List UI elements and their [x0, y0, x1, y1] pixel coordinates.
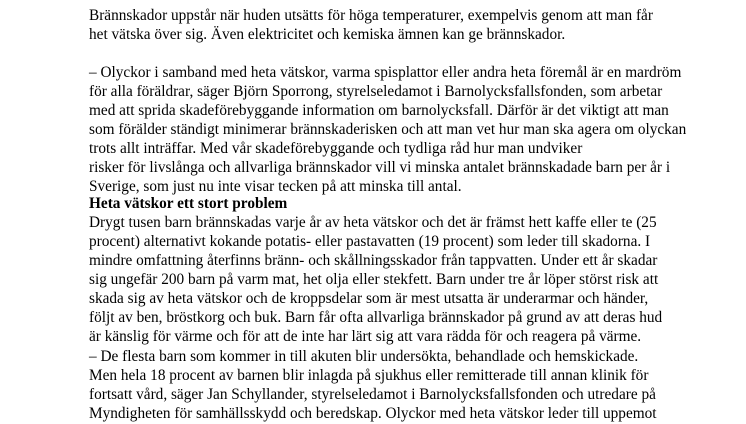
text-line: Brännskador uppstår när huden utsätts för höga temperaturer, exempelvis genom att man får [89, 7, 653, 24]
text-line: – De flesta barn som kommer in till akuten blir undersökta, behandlade och hemskickade. [89, 348, 639, 365]
text-line: procent) alternativt kokande potatis- eller pastavatten (19 procent) som leder till skadorna. I [89, 233, 651, 250]
text-line: är känslig för värme och för att de inte har lärt sig att vara rädda för och reagera på värme. [89, 328, 642, 345]
text-line: mindre omfattning återfinns bränn- och skållningsskador från tappvatten. Under ett år skadar [89, 252, 658, 269]
text-line: fortsatt vård, säger Jan Schyllander, styrelseledamot i Barnolycksfallsfonden och utredare på [89, 386, 656, 403]
text-line: sig ungefär 200 barn på varm mat, het olja eller stekfett. Barn under tre år löper störst risk att [89, 271, 659, 288]
text-line: Myndigheten för samhällsskydd och beredskap. Olyckor med heta vätskor leder till uppemot [89, 405, 657, 422]
text-line: – Olyckor i samband med heta vätskor, varma spisplattor eller andra heta föremål är en mardröm [89, 64, 682, 81]
text-line: skada sig av heta vätskor och de kroppsdelar som är mest utsatta är underarmar och händer, [89, 290, 649, 307]
text-line: för alla föräldrar, säger Björn Sporrong, styrelseledamot i Barnolycksfallsfonden, som arbetar [89, 83, 663, 100]
section-heading: Heta vätskor ett stort problem [89, 195, 288, 212]
text-line: Drygt tusen barn brännskadas varje år av heta vätskor och det är främst hett kaffe eller te (25 [89, 214, 657, 231]
text-line: Men hela 18 procent av barnen blir inlagda på sjukhus eller remitterade till annan klinik för [89, 367, 649, 384]
text-line: som förälder ständigt minimerar brännskaderisken och att man vet hur man ska agera om olyckan [89, 121, 687, 138]
text-line: Sverige, som just nu inte visar tecken på att minska till antal. [89, 178, 462, 195]
text-line: med att sprida skadeförebyggande information om barnolycksfall. Därför är det viktigt att man [89, 102, 669, 119]
text-line: het vätska över sig. Även elektricitet och kemiska ämnen kan ge brännskador. [89, 26, 566, 43]
text-line: trots allt inträffar. Med vår skadeförebyggande och tydliga råd hur man undviker [89, 140, 583, 157]
text-line: risker för livslånga och allvarliga brännskador vill vi minska antalet brännskadade barn per år i [89, 159, 671, 176]
text-line: följt av ben, bröstkorg och buk. Barn får ofta allvarliga brännskador på grund av att deras hud [89, 309, 663, 326]
